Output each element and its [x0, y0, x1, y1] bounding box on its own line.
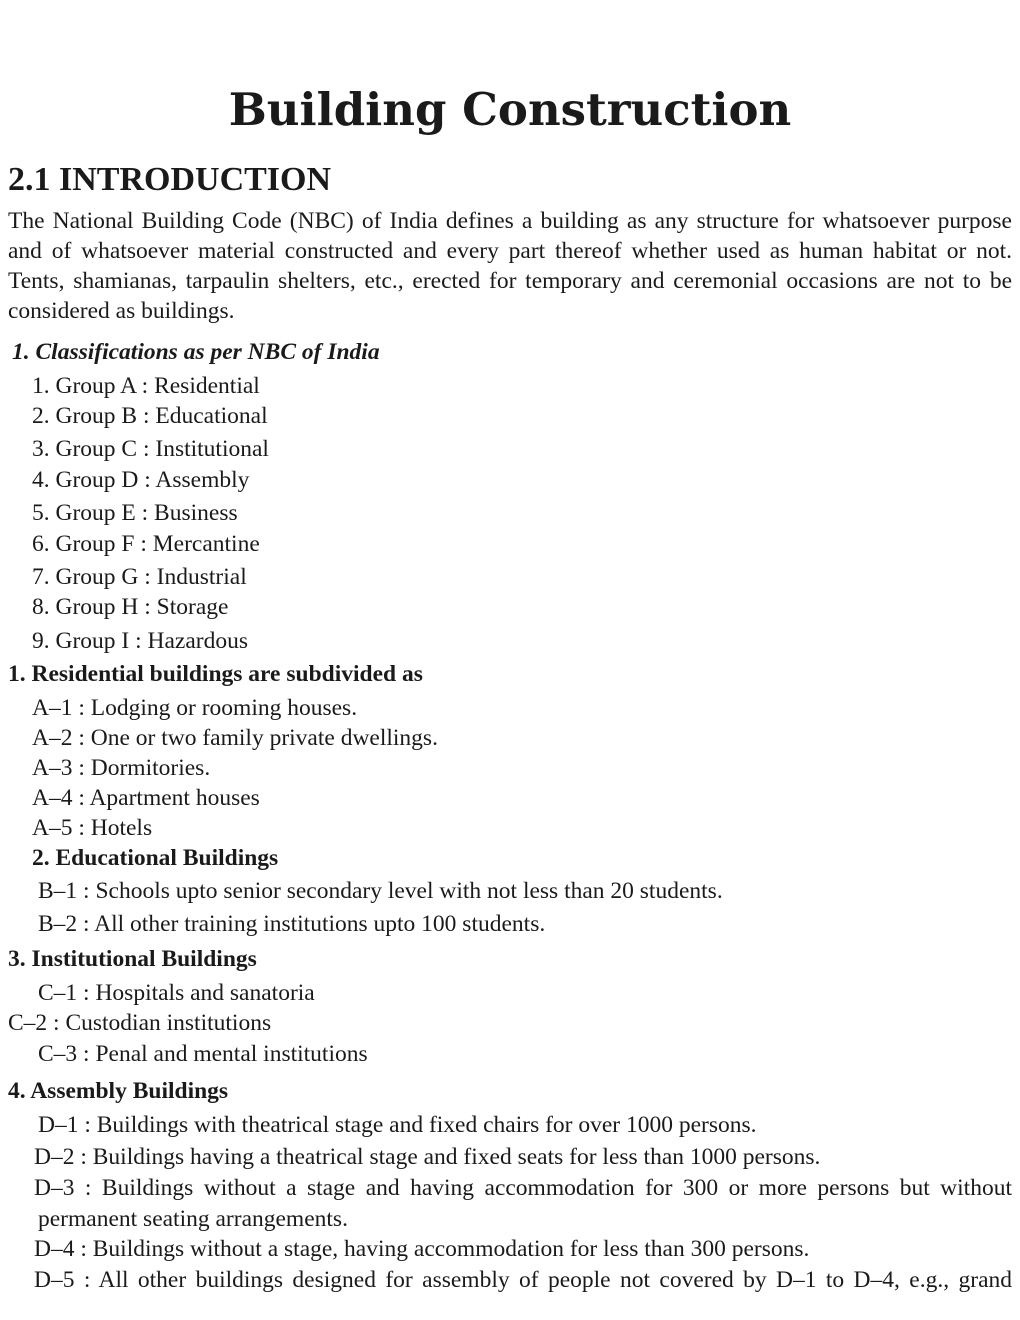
residential-heading: 1. Residential buildings are subdivided as — [8, 661, 423, 687]
list-item: 4. Group D : Assembly — [32, 467, 250, 493]
institutional-heading: 3. Institutional Buildings — [8, 946, 257, 972]
list-item: C–1 : Hospitals and sanatoria — [38, 980, 315, 1006]
educational-heading: 2. Educational Buildings — [32, 845, 279, 871]
list-item: A–2 : One or two family private dwellings. — [32, 725, 438, 751]
list-item: 6. Group F : Mercantine — [32, 531, 260, 557]
list-item: A–4 : Apartment houses — [32, 785, 260, 811]
list-item: D–4 : Buildings without a stage, having accommodation for less than 300 persons. — [34, 1236, 810, 1262]
list-item: 3. Group C : Institutional — [32, 436, 269, 462]
list-item: A–5 : Hotels — [32, 815, 153, 841]
list-item: 2. Group B : Educational — [32, 403, 268, 429]
list-item: B–2 : All other training institutions upto 100 students. — [38, 911, 546, 937]
list-item: 8. Group H : Storage — [32, 594, 229, 620]
list-item: 5. Group E : Business — [32, 500, 238, 526]
list-item: C–2 : Custodian institutions — [8, 1010, 272, 1036]
list-item: D–3 : Buildings without a stage and having accommodation for 300 or more persons but without — [34, 1175, 1012, 1201]
page-title: Building Construction — [228, 83, 792, 136]
assembly-heading: 4. Assembly Buildings — [8, 1078, 229, 1104]
section-heading: 2.1 INTRODUCTION — [8, 161, 332, 198]
list-item: D–5 : All other buildings designed for assembly of people not covered by D–1 to D–4, e.g., grand — [34, 1267, 1012, 1293]
classifications-heading: 1. Classifications as per NBC of India — [12, 339, 380, 365]
list-item: 9. Group I : Hazardous — [32, 628, 249, 654]
list-item: D–2 : Buildings having a theatrical stage and fixed seats for less than 1000 persons. — [34, 1144, 821, 1170]
list-item: 1. Group A : Residential — [32, 373, 260, 399]
intro-paragraph: The National Building Code (NBC) of India defines a building as any structure for whatsoever purpose and of whatsoever material constructed and every part thereof whether used as human habitat or not. Tents, shamianas, tarpaulin shelters, etc., erected for temporary and ceremonial occasions are not to be considered as buildings. — [8, 208, 1012, 324]
list-item: A–3 : Dormitories. — [32, 755, 211, 781]
list-item: 7. Group G : Industrial — [32, 564, 247, 590]
list-item: C–3 : Penal and mental institutions — [38, 1041, 368, 1067]
list-item: B–1 : Schools upto senior secondary level with not less than 20 students. — [38, 878, 723, 904]
list-item: D–1 : Buildings with theatrical stage and fixed chairs for over 1000 persons. — [38, 1112, 757, 1138]
list-item-continuation: permanent seating arrangements. — [38, 1206, 348, 1232]
list-item: A–1 : Lodging or rooming houses. — [32, 695, 358, 721]
